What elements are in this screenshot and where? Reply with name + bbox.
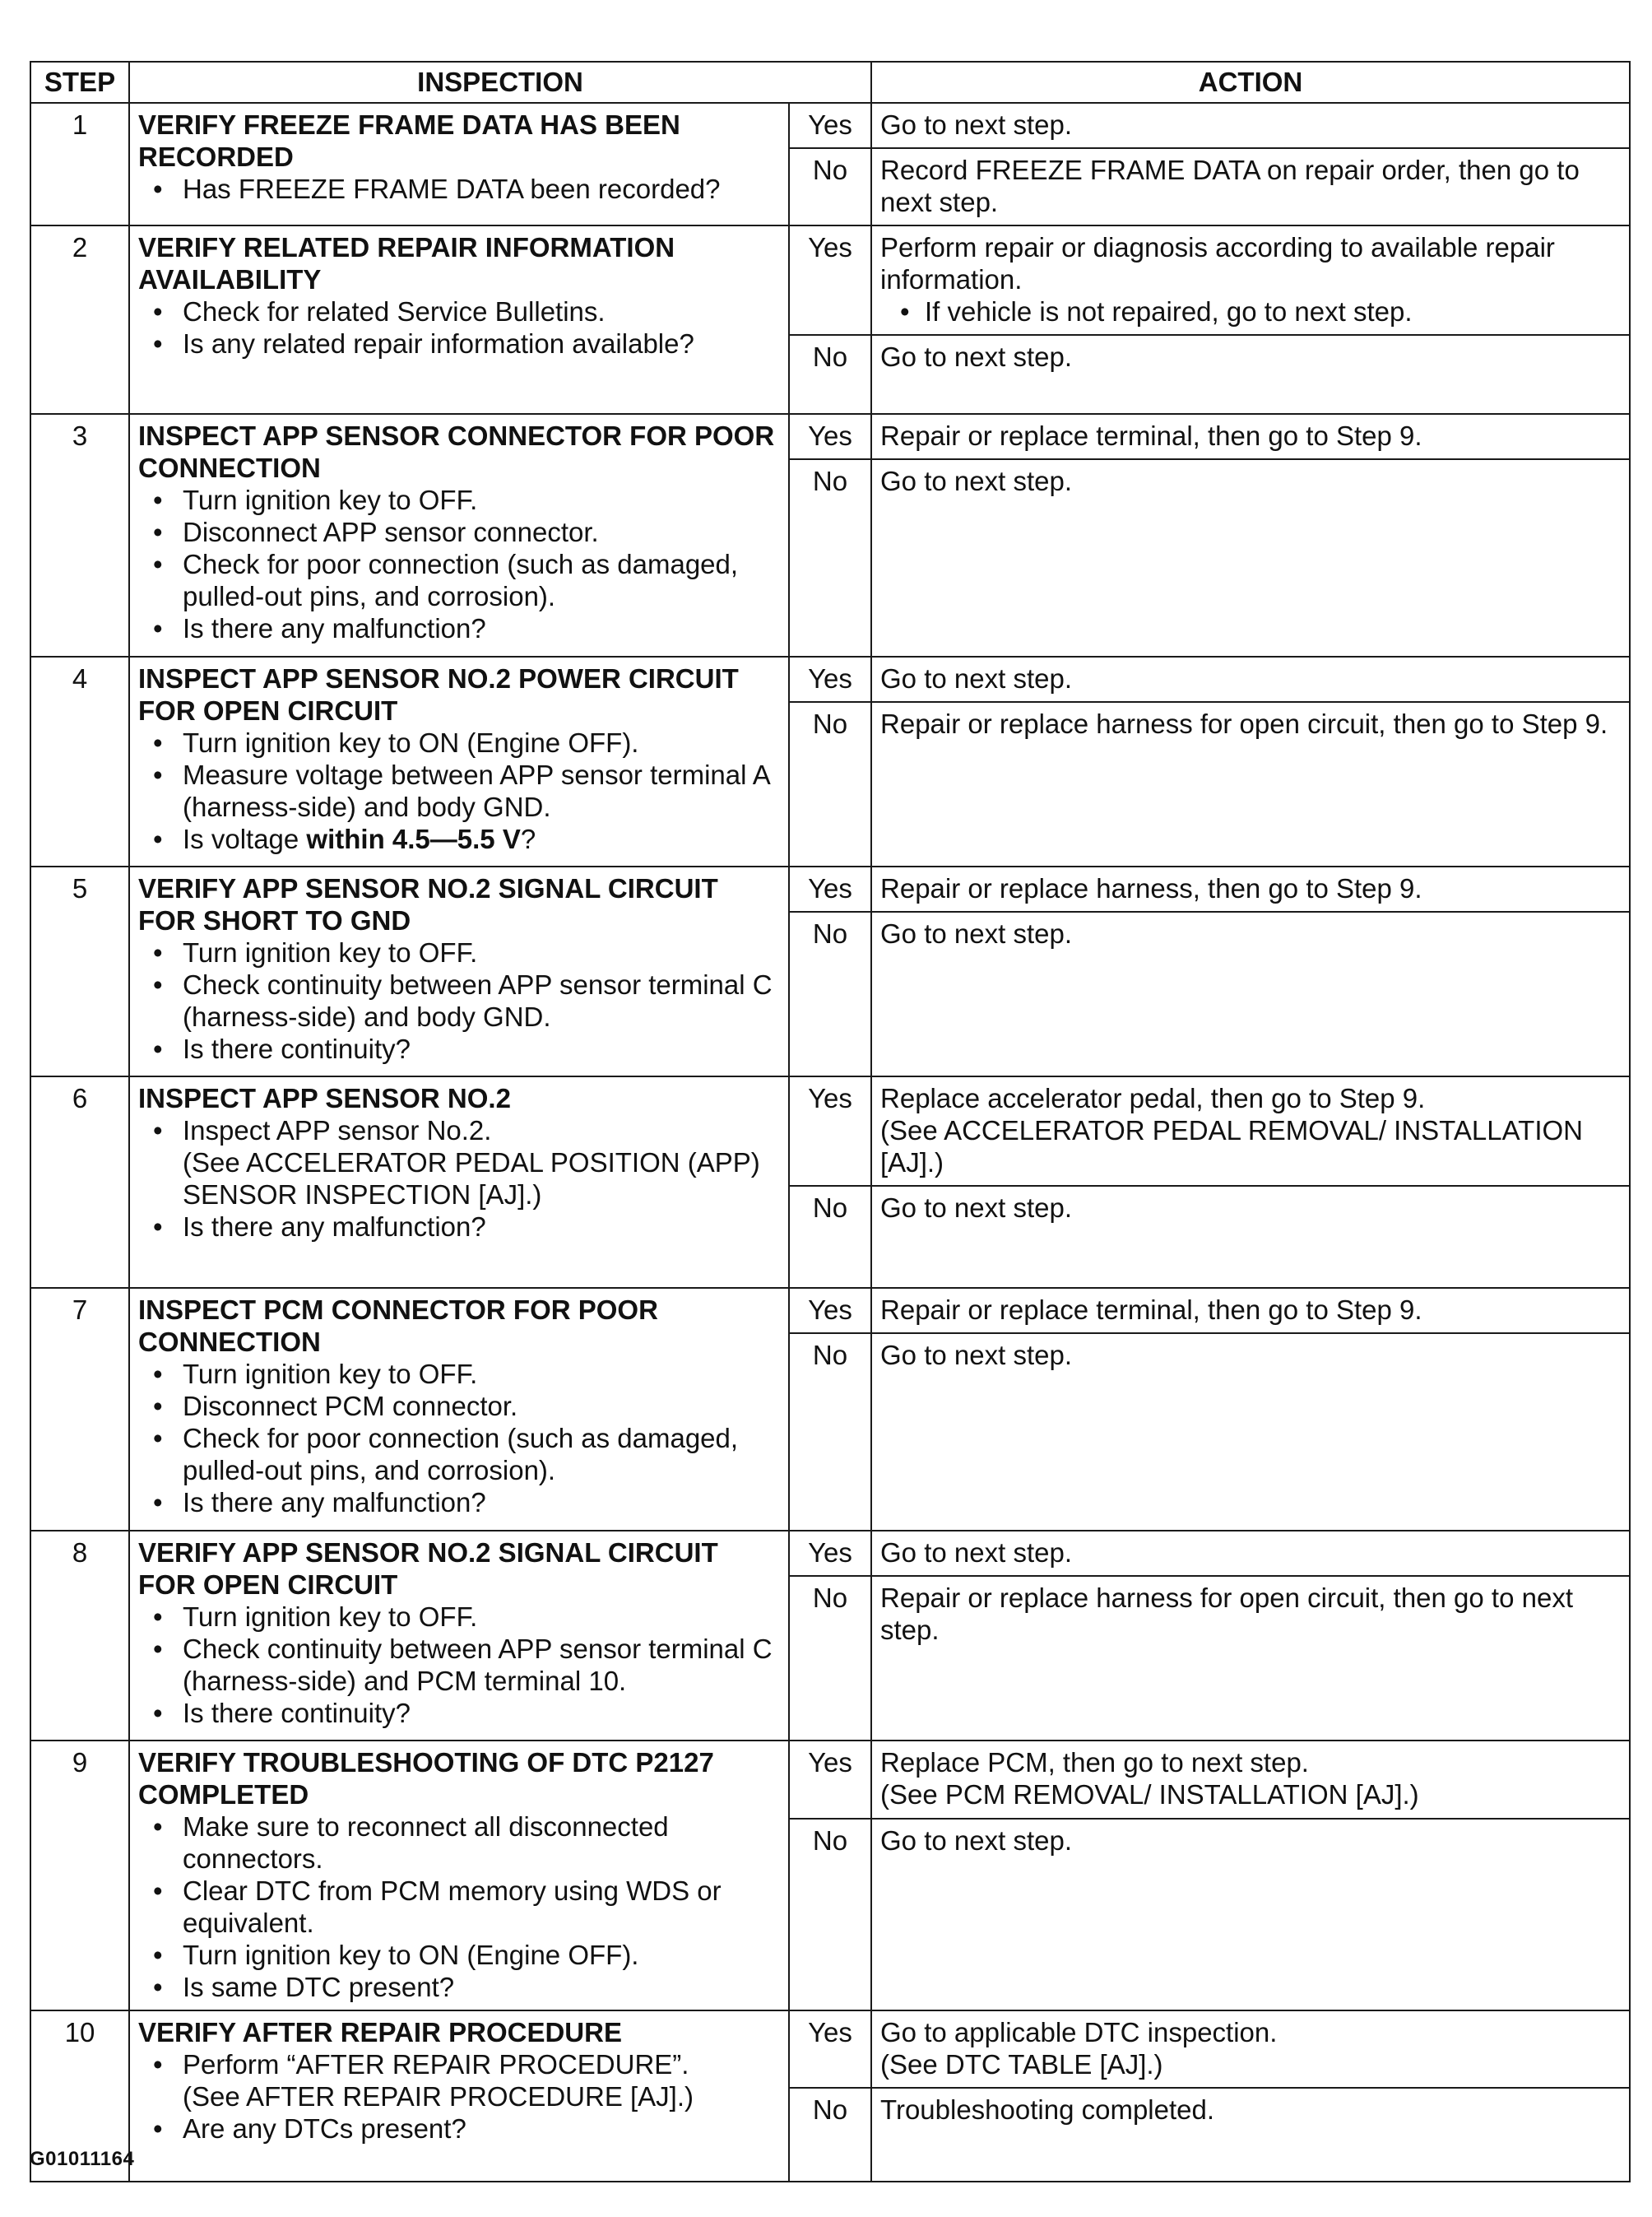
inspection-bullets — [138, 1810, 780, 2003]
no-label: No — [789, 912, 871, 1076]
header-inspection: INSPECTION — [129, 62, 871, 103]
step-number: 9 — [30, 1741, 129, 2010]
inspection-bullet: • Is there any malfunction? — [183, 1211, 780, 1243]
inspection-bullets — [138, 295, 780, 360]
yes-action-note: (See DTC TABLE [AJ].) — [880, 2049, 1163, 2080]
no-label: No — [789, 335, 871, 414]
no-action — [871, 2088, 1630, 2182]
yes-action — [871, 867, 1630, 912]
yes-action-text: Go to next step. — [880, 109, 1072, 140]
voltage-question: Is voltage — [183, 824, 307, 854]
step-title: INSPECT APP SENSOR CONNECTOR FOR POOR CONNECTION — [138, 421, 775, 483]
yes-action-text: Replace accelerator pedal, then go to Step 9. — [880, 1083, 1426, 1113]
step-number: 8 — [30, 1531, 129, 1741]
yes-label: Yes — [789, 867, 871, 912]
inspection-cell — [129, 1288, 789, 1531]
inspection-cell — [129, 1741, 789, 2010]
inspection-reference: (See ACCELERATOR PEDAL POSITION (APP) SENSOR INSPECTION [AJ].) — [183, 1147, 760, 1210]
yes-label: Yes — [789, 1288, 871, 1333]
step-number: 1 — [30, 103, 129, 225]
steps-body — [30, 103, 1630, 2182]
inspection-bullet: • Is there any malfunction? — [183, 1486, 780, 1518]
inspection-bullets — [138, 1114, 780, 1243]
yes-action — [871, 657, 1630, 702]
no-action-text: Go to next step. — [880, 918, 1072, 949]
step-number: 7 — [30, 1288, 129, 1531]
inspection-bullet: • Turn ignition key to OFF. — [183, 1601, 780, 1633]
inspection-cell — [129, 1076, 789, 1288]
table-row — [30, 1076, 1630, 1186]
yes-action-text: Repair or replace terminal, then go to Step 9. — [880, 1294, 1422, 1325]
yes-action — [871, 225, 1630, 335]
inspection-cell — [129, 414, 789, 657]
yes-action-note: (See PCM REMOVAL/ INSTALLATION [AJ].) — [880, 1779, 1419, 1810]
table-row — [30, 2010, 1630, 2088]
inspection-bullet — [183, 823, 780, 855]
yes-action — [871, 103, 1630, 148]
yes-label: Yes — [789, 103, 871, 148]
inspection-bullet: • Clear DTC from PCM memory using WDS or equivalent. — [183, 1875, 780, 1939]
yes-label: Yes — [789, 414, 871, 459]
inspection-reference: (See AFTER REPAIR PROCEDURE [AJ].) — [183, 2081, 694, 2112]
yes-action-text: Replace PCM, then go to next step. — [880, 1747, 1309, 1778]
no-label: No — [789, 148, 871, 225]
step-title: VERIFY RELATED REPAIR INFORMATION AVAILABILITY — [138, 232, 675, 295]
no-label: No — [789, 1333, 871, 1531]
table-row — [30, 1531, 1630, 1576]
inspection-cell — [129, 657, 789, 867]
no-action-text: Go to next step. — [880, 1824, 1072, 1856]
inspection-bullet: • Has FREEZE FRAME DATA been recorded? — [183, 173, 780, 205]
header-action: ACTION — [871, 62, 1630, 103]
step-title: INSPECT APP SENSOR NO.2 POWER CIRCUIT FOR OPEN CIRCUIT — [138, 663, 739, 726]
step-title: VERIFY FREEZE FRAME DATA HAS BEEN RECORDED — [138, 109, 680, 172]
step-number: 5 — [30, 867, 129, 1076]
no-action-text: Repair or replace harness for open circuit, then go to Step 9. — [880, 709, 1608, 739]
no-action-text: Troubleshooting completed. — [880, 2094, 1215, 2125]
yes-action — [871, 1531, 1630, 1576]
no-action — [871, 459, 1630, 657]
inspection-bullet: • Check for poor connection (such as damaged, pulled-out pins, and corrosion). — [183, 1422, 780, 1486]
no-action — [871, 1819, 1630, 2010]
inspection-bullet: • Check for poor connection (such as damaged, pulled-out pins, and corrosion). — [183, 548, 780, 612]
inspection-cell — [129, 2010, 789, 2182]
inspection-bullet: • Are any DTCs present? — [183, 2112, 780, 2145]
inspection-bullet: • Disconnect PCM connector. — [183, 1390, 780, 1422]
yes-action — [871, 1288, 1630, 1333]
inspection-bullet: • Measure voltage between APP sensor terminal A (harness-side) and body GND. — [183, 759, 780, 823]
step-title: VERIFY AFTER REPAIR PROCEDURE — [138, 2017, 622, 2047]
no-action-text: Go to next step. — [880, 1340, 1072, 1370]
inspection-bullet: • Is there continuity? — [183, 1697, 780, 1729]
step-title: INSPECT APP SENSOR NO.2 — [138, 1083, 511, 1113]
inspection-bullet — [183, 2048, 780, 2112]
inspection-cell — [129, 1531, 789, 1741]
inspection-bullets — [138, 173, 780, 205]
inspection-cell — [129, 103, 789, 225]
yes-action-text: Repair or replace terminal, then go to Step 9. — [880, 421, 1422, 451]
yes-label: Yes — [789, 1531, 871, 1576]
yes-action-note: (See ACCELERATOR PEDAL REMOVAL/ INSTALLATION [AJ].) — [880, 1115, 1583, 1178]
step-title: VERIFY TROUBLESHOOTING OF DTC P2127 COMPLETED — [138, 1747, 714, 1810]
inspection-bullet: • Is same DTC present? — [183, 1971, 780, 2003]
table-row — [30, 1288, 1630, 1333]
no-action-text: Record FREEZE FRAME DATA on repair order, then go to next step. — [880, 155, 1580, 217]
yes-action — [871, 414, 1630, 459]
yes-action-text: Go to next step. — [880, 1537, 1072, 1568]
no-label: No — [789, 1819, 871, 2010]
table-row — [30, 225, 1630, 335]
yes-action-text: Go to applicable DTC inspection. — [880, 2017, 1278, 2047]
voltage-question-end: ? — [520, 824, 536, 854]
inspection-bullet: • Turn ignition key to OFF. — [183, 1358, 780, 1390]
no-label: No — [789, 702, 871, 867]
no-action-text: Go to next step. — [880, 1192, 1072, 1223]
inspection-bullet: • Turn ignition key to OFF. — [183, 937, 780, 969]
inspection-bullets — [138, 1358, 780, 1518]
no-label: No — [789, 2088, 871, 2182]
no-action — [871, 1333, 1630, 1531]
no-action — [871, 1186, 1630, 1288]
step-number: 4 — [30, 657, 129, 867]
inspection-bullet: • Turn ignition key to OFF. — [183, 484, 780, 516]
inspection-bullet: • Is there continuity? — [183, 1033, 780, 1065]
yes-action-text: Go to next step. — [880, 663, 1072, 694]
no-action — [871, 702, 1630, 867]
yes-label: Yes — [789, 1741, 871, 1819]
no-action — [871, 335, 1630, 414]
table-row — [30, 867, 1630, 912]
inspection-bullet: • Turn ignition key to ON (Engine OFF). — [183, 727, 780, 759]
no-label: No — [789, 1186, 871, 1288]
table-row — [30, 1741, 1630, 1819]
no-action — [871, 912, 1630, 1076]
yes-action-sub — [880, 295, 1621, 328]
header-step: STEP — [30, 62, 129, 103]
table-header-row — [30, 62, 1630, 103]
inspection-bullet-text: Inspect APP sensor No.2. — [183, 1115, 492, 1146]
yes-action — [871, 1741, 1630, 1819]
no-label: No — [789, 459, 871, 657]
step-title: INSPECT PCM CONNECTOR FOR POOR CONNECTION — [138, 1294, 658, 1357]
yes-action-text: Repair or replace harness, then go to Step 9. — [880, 873, 1422, 904]
inspection-bullet: • Is there any malfunction? — [183, 612, 780, 644]
yes-action — [871, 2010, 1630, 2088]
step-title: VERIFY APP SENSOR NO.2 SIGNAL CIRCUIT FOR SHORT TO GND — [138, 873, 718, 936]
step-number: 2 — [30, 225, 129, 414]
inspection-bullet: • Check continuity between APP sensor terminal C (harness-side) and body GND. — [183, 969, 780, 1033]
yes-label: Yes — [789, 657, 871, 702]
no-action-text: Go to next step. — [880, 342, 1072, 372]
voltage-spec: within 4.5—5.5 V — [306, 824, 521, 854]
inspection-bullet: • Is any related repair information available? — [183, 328, 780, 360]
step-number: 10 — [30, 2010, 129, 2182]
inspection-bullet: • Make sure to reconnect all disconnected connectors. — [183, 1810, 780, 1875]
inspection-bullets — [138, 727, 780, 855]
table-row — [30, 414, 1630, 459]
inspection-bullet-text: Perform “AFTER REPAIR PROCEDURE”. — [183, 2049, 689, 2080]
inspection-bullets — [138, 2048, 780, 2145]
no-action — [871, 148, 1630, 225]
table-row — [30, 103, 1630, 148]
yes-label: Yes — [789, 1076, 871, 1186]
step-title: VERIFY APP SENSOR NO.2 SIGNAL CIRCUIT FOR OPEN CIRCUIT — [138, 1537, 718, 1600]
troubleshooting-table — [30, 61, 1631, 2182]
inspection-bullet: • Check for related Service Bulletins. — [183, 295, 780, 328]
inspection-bullet: • Turn ignition key to ON (Engine OFF). — [183, 1939, 780, 1971]
inspection-bullets — [138, 1601, 780, 1729]
no-action-text: Repair or replace harness for open circuit, then go to next step. — [880, 1583, 1573, 1645]
yes-action-note: • If vehicle is not repaired, go to next step. — [925, 295, 1621, 328]
inspection-cell — [129, 867, 789, 1076]
no-action-text: Go to next step. — [880, 466, 1072, 496]
table-row — [30, 657, 1630, 702]
inspection-bullet — [183, 1114, 780, 1211]
inspection-cell — [129, 225, 789, 414]
no-action — [871, 1576, 1630, 1741]
inspection-bullet: • Disconnect APP sensor connector. — [183, 516, 780, 548]
inspection-bullets — [138, 937, 780, 1065]
yes-label: Yes — [789, 2010, 871, 2088]
figure-id: G01011164 — [30, 2148, 135, 2170]
inspection-bullets — [138, 484, 780, 644]
inspection-bullet: • Check continuity between APP sensor terminal C (harness-side) and PCM terminal 10. — [183, 1633, 780, 1697]
yes-label: Yes — [789, 225, 871, 335]
yes-action-text: Perform repair or diagnosis according to available repair information. — [880, 232, 1555, 295]
step-number: 6 — [30, 1076, 129, 1288]
no-label: No — [789, 1576, 871, 1741]
step-number: 3 — [30, 414, 129, 657]
yes-action — [871, 1076, 1630, 1186]
